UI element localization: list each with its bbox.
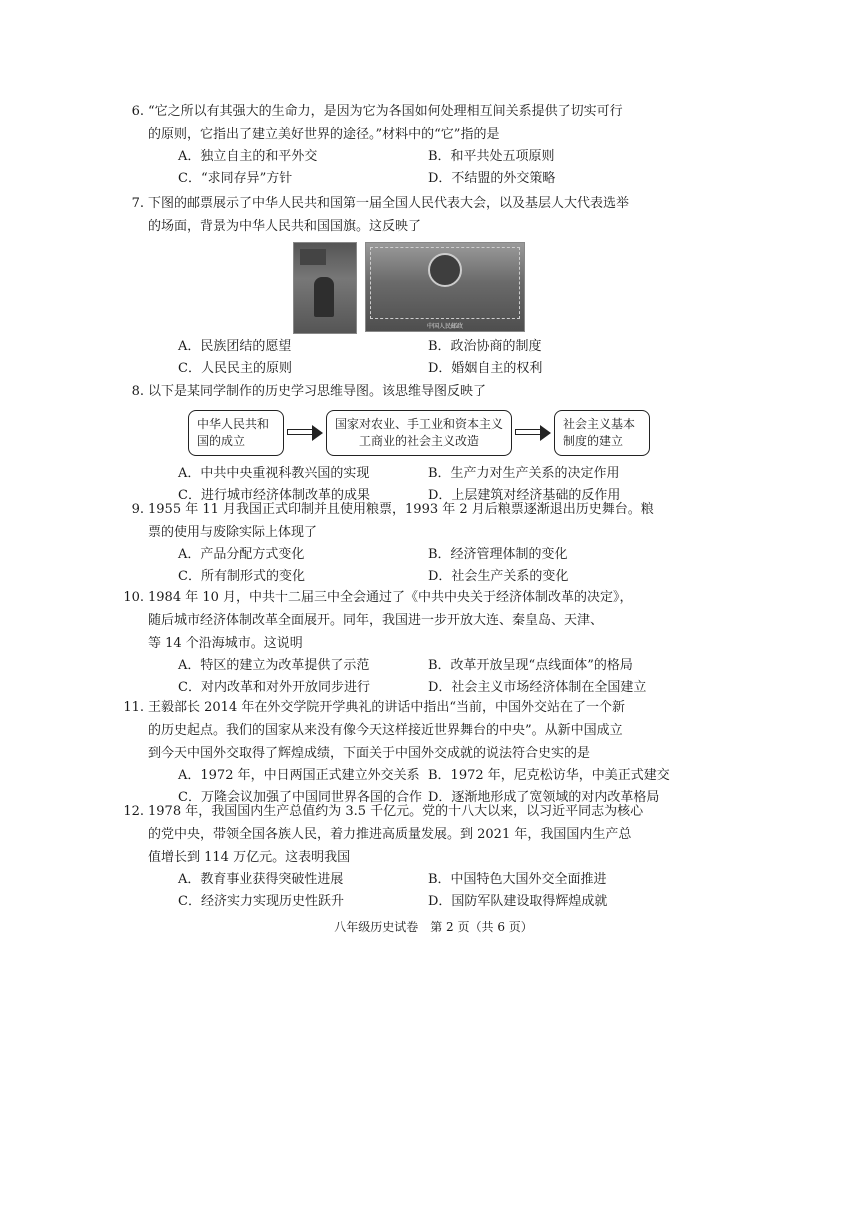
question-stem: 以下是某同学制作的历史学习思维导图。该思维导图反映了 <box>148 384 487 399</box>
option-b[interactable]: B．生产力对生产关系的决定作用 <box>428 466 620 481</box>
option-a[interactable]: A．产品分配方式变化 <box>178 547 305 562</box>
page-footer: 八年级历史试卷 第 2 页（共 6 页） <box>334 920 533 934</box>
option-c[interactable]: C．所有制形式的变化 <box>178 569 305 584</box>
option-b[interactable]: B．中国特色大国外交全面推进 <box>428 872 607 887</box>
arrow-right-icon <box>287 427 323 439</box>
option-d[interactable]: D．不结盟的外交策略 <box>428 171 556 186</box>
option-a[interactable]: A．教育事业获得突破性进展 <box>178 872 344 887</box>
question-number: 7. <box>131 196 144 211</box>
stamp-caption: 中国人民邮政 <box>426 323 463 330</box>
option-c[interactable]: C．“求同存异”方针 <box>178 171 293 186</box>
option-a[interactable]: A．特区的建立为改革提供了示范 <box>178 658 370 673</box>
national-emblem-icon <box>428 253 462 287</box>
option-d[interactable]: D．社会生产关系的变化 <box>428 569 569 584</box>
option-c[interactable]: C．进行城市经济体制改革的成果 <box>178 488 370 503</box>
question-stem: 王毅部长 2014 年在外交学院开学典礼的讲话中指出“当前，中国外交站在了一个新 的历史起点。我们的国家从来没有像今天这样接近世界舞台的中央”。从新中国成立 到今天中国外交取得了辉煌成绩，下面关于中国外交成就的说法符合史实的是 <box>148 700 625 761</box>
question-12 <box>123 800 693 913</box>
question-stem: 下图的邮票展示了中华人民共和国第一届全国人民代表大会，以及基层人大代表选举 的场面，背景为中华人民共和国国旗。这反映了 <box>148 196 630 234</box>
question-number: 12. <box>123 804 144 819</box>
question-stem: 1984 年 10 月，中共十二届三中全会通过了《中共中央关于经济体制改革的决定》， 随后城市经济体制改革全面展开。同年，我国进一步开放大连、秦皇岛、天津、 等 14 个沿海城市。这说明 <box>148 590 633 651</box>
mind-map <box>188 407 693 459</box>
options <box>148 655 693 699</box>
option-a[interactable]: A．独立自主的和平外交 <box>178 149 318 164</box>
option-d[interactable]: D．上层建筑对经济基础的反作用 <box>428 488 621 503</box>
question-stem: 1955 年 11 月我国正式印制并且使用粮票，1993 年 2 月后粮票逐渐退出历史舞台。粮 票的使用与废除实际上体现了 <box>148 502 654 540</box>
option-b[interactable]: B．经济管理体制的变化 <box>428 547 568 562</box>
option-a[interactable]: A．1972 年，中日两国正式建立外交关系 <box>178 768 420 783</box>
question-number: 11. <box>123 700 144 715</box>
question-9 <box>131 498 693 588</box>
question-10 <box>123 586 693 699</box>
options <box>148 869 693 913</box>
option-b[interactable]: B．改革开放呈现“点线面体”的格局 <box>428 658 633 673</box>
mindmap-node-2: 国家对农业、手工业和资本主义工商业的社会主义改造 <box>326 410 512 456</box>
flag-icon <box>300 249 326 265</box>
question-8 <box>131 380 693 507</box>
option-c[interactable]: C．对内改革和对外开放同步进行 <box>178 680 370 695</box>
question-stem: “它之所以有其强大的生命力，是因为它为各国如何处理相互间关系提供了切实可行 的原则，它指出了建立美好世界的途径。”材料中的“它”指的是 <box>148 104 623 142</box>
option-d[interactable]: D．社会主义市场经济体制在全国建立 <box>428 680 647 695</box>
option-b[interactable]: B．和平共处五项原则 <box>428 149 555 164</box>
option-c[interactable]: C．经济实力实现历史性跃升 <box>178 894 344 909</box>
option-d[interactable]: D．婚姻自主的权利 <box>428 361 543 376</box>
stamp-image <box>293 242 523 332</box>
question-stem: 1978 年，我国国内生产总值约为 3.5 千亿元。党的十八大以来，以习近平同志为核心 的党中央，带领全国各族人民，着力推进高质量发展。到 2021 年，我国国内生产总 值增长到 114 万亿元。这表明我国 <box>148 804 644 865</box>
stamp-right <box>365 242 525 332</box>
options <box>148 336 693 380</box>
arrow-right-icon <box>515 427 551 439</box>
option-b[interactable]: B．政治协商的制度 <box>428 339 542 354</box>
question-6 <box>131 100 693 190</box>
question-number: 9. <box>131 502 144 517</box>
question-number: 6. <box>131 104 144 119</box>
person-icon <box>314 277 334 317</box>
options <box>148 544 693 588</box>
mindmap-node-3: 社会主义基本制度的建立 <box>554 410 650 456</box>
option-b[interactable]: B．1972 年，尼克松访华，中美正式建交 <box>428 768 670 783</box>
question-11 <box>123 696 693 809</box>
mindmap-node-1: 中华人民共和国的成立 <box>188 410 284 456</box>
option-d[interactable]: D．逐渐地形成了宽领域的对内改革格局 <box>428 790 660 805</box>
option-d[interactable]: D．国防军队建设取得辉煌成就 <box>428 894 608 909</box>
options <box>148 146 693 190</box>
stamp-left <box>293 242 357 334</box>
question-number: 8. <box>131 384 144 399</box>
question-7 <box>131 192 693 380</box>
option-c[interactable]: C．万隆会议加强了中国同世界各国的合作 <box>178 790 422 805</box>
option-a[interactable]: A．民族团结的愿望 <box>178 339 292 354</box>
option-a[interactable]: A．中共中央重视科教兴国的实现 <box>178 466 370 481</box>
question-number: 10. <box>123 590 144 605</box>
option-c[interactable]: C．人民民主的原则 <box>178 361 292 376</box>
